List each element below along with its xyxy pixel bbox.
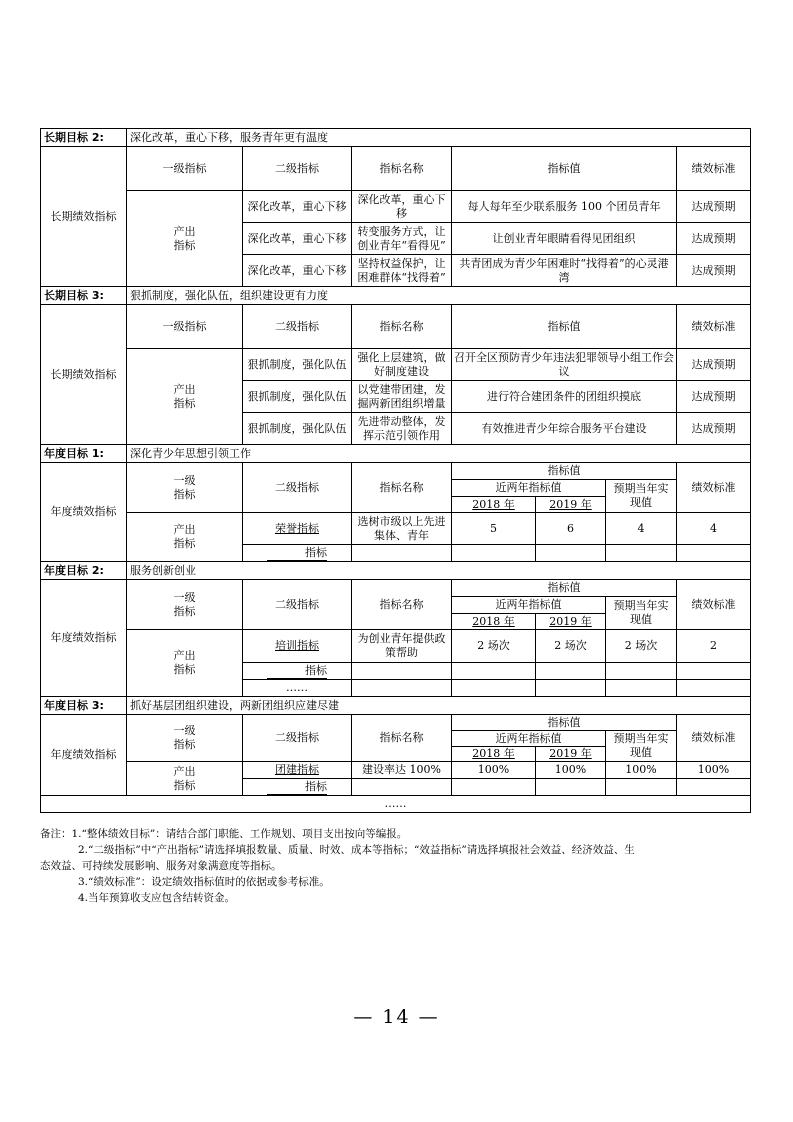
long-goal-3-desc: 狠抓制度，强化队伍，组织建设更有力度 bbox=[127, 287, 751, 305]
empty-cell bbox=[606, 680, 677, 697]
output-indicator: 产出 指标 bbox=[127, 630, 243, 697]
table-row bbox=[41, 630, 751, 663]
lvl2-cell: 狠抓制度，强化队伍 bbox=[243, 381, 352, 413]
indicator-name-cell: 转变服务方式，让 创业青年“看得见” bbox=[352, 223, 452, 255]
empty-cell bbox=[452, 663, 536, 680]
header-year-2019: 2019 年 bbox=[536, 497, 606, 513]
annual-goal-2-col-headers bbox=[41, 580, 751, 597]
header-lvl1: 一级 指标 bbox=[127, 463, 243, 513]
long-goal-3-row-label: 长期绩效指标 bbox=[41, 305, 127, 445]
header-year-2019: 2019 年 bbox=[536, 747, 606, 762]
annual-goal-1-desc: 深化青少年思想引领工作 bbox=[127, 445, 751, 463]
indicator-value-cell: 召开全区预防青少年违法犯罪领导小组工作会议 bbox=[452, 349, 677, 381]
standard-cell: 100% bbox=[677, 762, 751, 779]
empty-cell bbox=[452, 545, 536, 562]
header-value-group: 指标值 bbox=[452, 715, 677, 731]
header-lvl1: 一级指标 bbox=[127, 147, 243, 191]
indicator-name-cell: 以党建带团建，发 掘两新团组织增量 bbox=[352, 381, 452, 413]
long-goal-2-col-headers bbox=[41, 147, 751, 191]
long-goal-2-header bbox=[41, 129, 751, 147]
lvl2-cell: 深化改革，重心下移 bbox=[243, 255, 352, 287]
header-recent-two-years: 近两年指标值 bbox=[452, 597, 606, 614]
output-indicator: 产出 指标 bbox=[127, 349, 243, 445]
value-2019-cell: 6 bbox=[536, 513, 606, 545]
annual-goal-3-desc: 抓好基层团组织建设，两新团组织应建尽建 bbox=[127, 697, 751, 715]
indicator-name-cell: 强化上层建筑，做 好制度建设 bbox=[352, 349, 452, 381]
header-name: 指标名称 bbox=[352, 305, 452, 349]
header-name: 指标名称 bbox=[352, 580, 452, 630]
note-2: 2.“二级指标”中“产出指标”请选择填报数量、质量、时效、成本等指标；“效益指标”请选择填报社会效益、经济效益、生 bbox=[78, 844, 635, 856]
header-name: 指标名称 bbox=[352, 463, 452, 513]
empty-cell bbox=[352, 779, 452, 796]
table-ellipsis: …… bbox=[41, 796, 751, 813]
empty-cell bbox=[677, 779, 751, 796]
empty-cell bbox=[606, 663, 677, 680]
expected-value-cell: 100% bbox=[606, 762, 677, 779]
standard-cell: 达成预期 bbox=[677, 381, 751, 413]
long-goal-2-desc: 深化改革，重心下移，服务青年更有温度 bbox=[127, 129, 751, 147]
header-lvl2: 二级指标 bbox=[243, 305, 352, 349]
output-indicator: 产出 指标 bbox=[127, 762, 243, 796]
value-2018-cell: 2 场次 bbox=[452, 630, 536, 663]
lvl2-cell: 指标 bbox=[243, 663, 352, 680]
header-recent-two-years: 近两年指标值 bbox=[452, 480, 606, 497]
standard-cell: 达成预期 bbox=[677, 255, 751, 287]
empty-cell bbox=[452, 779, 536, 796]
long-goal-3-header bbox=[41, 287, 751, 305]
header-standard: 绩效标准 bbox=[677, 580, 751, 630]
value-2019-cell: 100% bbox=[536, 762, 606, 779]
header-year-2018: 2018 年 bbox=[452, 497, 536, 513]
notes bbox=[40, 826, 755, 906]
value-2019-cell: 2 场次 bbox=[536, 630, 606, 663]
indicator-name-cell: 建设率达 100% bbox=[352, 762, 452, 779]
annual-goal-2-row-label: 年度绩效指标 bbox=[41, 580, 127, 697]
table-row bbox=[41, 762, 751, 779]
indicator-name-cell: 为创业青年提供政 策帮助 bbox=[352, 630, 452, 663]
header-standard: 绩效标准 bbox=[677, 715, 751, 762]
empty-cell bbox=[352, 545, 452, 562]
header-lvl1: 一级 指标 bbox=[127, 580, 243, 630]
empty-cell bbox=[606, 779, 677, 796]
annual-goal-1-header bbox=[41, 445, 751, 463]
table-ellipsis-row bbox=[41, 796, 751, 813]
lvl2-cell: 团建指标 bbox=[243, 762, 352, 779]
header-standard: 绩效标准 bbox=[677, 305, 751, 349]
empty-cell bbox=[536, 779, 606, 796]
table-row bbox=[41, 191, 751, 223]
header-name: 指标名称 bbox=[352, 147, 452, 191]
standard-cell: 达成预期 bbox=[677, 191, 751, 223]
output-indicator: 产出 指标 bbox=[127, 191, 243, 287]
empty-cell bbox=[452, 680, 536, 697]
standard-cell: 2 bbox=[677, 630, 751, 663]
header-lvl2: 二级指标 bbox=[243, 580, 352, 630]
long-goal-3-label: 长期目标 3: bbox=[41, 287, 127, 305]
long-goal-3-col-headers bbox=[41, 305, 751, 349]
long-goal-2-row-label: 长期绩效指标 bbox=[41, 147, 127, 287]
indicator-value-cell: 有效推进青少年综合服务平台建设 bbox=[452, 413, 677, 445]
lvl2-cell: 培训指标 bbox=[243, 630, 352, 663]
annual-goal-2-desc: 服务创新创业 bbox=[127, 562, 751, 580]
header-name: 指标名称 bbox=[352, 715, 452, 762]
lvl2-cell: 狠抓制度，强化队伍 bbox=[243, 413, 352, 445]
empty-cell bbox=[606, 545, 677, 562]
annual-goal-3-row-label: 年度绩效指标 bbox=[41, 715, 127, 796]
value-2018-cell: 5 bbox=[452, 513, 536, 545]
annual-goal-2-header bbox=[41, 562, 751, 580]
header-standard: 绩效标准 bbox=[677, 147, 751, 191]
note-1: 备注：1.“整体绩效目标”：请结合部门职能、工作规划、项目支出按向等编报。 bbox=[40, 828, 408, 840]
indicator-value-cell: 进行符合建团条件的团组织摸底 bbox=[452, 381, 677, 413]
header-lvl2: 二级指标 bbox=[243, 147, 352, 191]
indicator-name-cell: 选树市级以上先进 集体、青年 bbox=[352, 513, 452, 545]
header-value-group: 指标值 bbox=[452, 580, 677, 597]
standard-cell: 达成预期 bbox=[677, 349, 751, 381]
empty-cell bbox=[536, 545, 606, 562]
lvl2-cell: 指标 bbox=[243, 779, 352, 796]
header-year-2019: 2019 年 bbox=[536, 614, 606, 630]
header-standard: 绩效标准 bbox=[677, 463, 751, 513]
page-number: — 14 — bbox=[353, 1006, 440, 1028]
header-expected: 预期当年实 现值 bbox=[606, 731, 677, 762]
annual-goal-3-header bbox=[41, 697, 751, 715]
long-goal-2-label: 长期目标 2: bbox=[41, 129, 127, 147]
lvl2-cell: …… bbox=[243, 680, 352, 697]
header-value: 指标值 bbox=[452, 147, 677, 191]
performance-table bbox=[40, 128, 751, 813]
performance-document bbox=[40, 128, 750, 813]
table-row bbox=[41, 349, 751, 381]
lvl2-cell: 深化改革，重心下移 bbox=[243, 191, 352, 223]
header-lvl1: 一级指标 bbox=[127, 305, 243, 349]
standard-cell: 达成预期 bbox=[677, 223, 751, 255]
note-4: 4.当年预算收支应包含结转资金。 bbox=[78, 892, 236, 904]
output-indicator: 产出 指标 bbox=[127, 513, 243, 562]
header-lvl1: 一级 指标 bbox=[127, 715, 243, 762]
expected-value-cell: 2 场次 bbox=[606, 630, 677, 663]
annual-goal-2-label: 年度目标 2: bbox=[41, 562, 127, 580]
annual-goal-1-row-label: 年度绩效指标 bbox=[41, 463, 127, 562]
indicator-name-cell: 先进带动整体，发 挥示范引领作用 bbox=[352, 413, 452, 445]
annual-goal-1-label: 年度目标 1: bbox=[41, 445, 127, 463]
header-value: 指标值 bbox=[452, 305, 677, 349]
indicator-name-cell: 深化改革，重心下 移 bbox=[352, 191, 452, 223]
header-expected: 预期当年实 现值 bbox=[606, 597, 677, 630]
empty-cell bbox=[536, 680, 606, 697]
annual-goal-3-col-headers bbox=[41, 715, 751, 731]
lvl2-cell: 荣誉指标 bbox=[243, 513, 352, 545]
header-lvl2: 二级指标 bbox=[243, 715, 352, 762]
standard-cell: 4 bbox=[677, 513, 751, 545]
expected-value-cell: 4 bbox=[606, 513, 677, 545]
empty-cell bbox=[352, 680, 452, 697]
indicator-value-cell: 每人每年至少联系服务 100 个团员青年 bbox=[452, 191, 677, 223]
empty-cell bbox=[677, 663, 751, 680]
header-value-group: 指标值 bbox=[452, 463, 677, 480]
empty-cell bbox=[536, 663, 606, 680]
standard-cell: 达成预期 bbox=[677, 413, 751, 445]
value-2018-cell: 100% bbox=[452, 762, 536, 779]
note-3: 3.“绩效标准”：设定绩效指标值时的依据或参考标准。 bbox=[78, 876, 330, 888]
indicator-value-cell: 共青团成为青少年困难时“找得着”的心灵港湾 bbox=[452, 255, 677, 287]
lvl2-cell: 狠抓制度，强化队伍 bbox=[243, 349, 352, 381]
header-recent-two-years: 近两年指标值 bbox=[452, 731, 606, 747]
header-year-2018: 2018 年 bbox=[452, 747, 536, 762]
note-2-cont: 态效益、可持续发展影响、服务对象满意度等指标。 bbox=[40, 860, 282, 872]
lvl2-cell: 深化改革，重心下移 bbox=[243, 223, 352, 255]
empty-cell bbox=[677, 680, 751, 697]
table-row bbox=[41, 513, 751, 545]
lvl2-cell: 指标 bbox=[243, 545, 352, 562]
header-lvl2: 二级指标 bbox=[243, 463, 352, 513]
empty-cell bbox=[677, 545, 751, 562]
header-year-2018: 2018 年 bbox=[452, 614, 536, 630]
annual-goal-1-col-headers bbox=[41, 463, 751, 480]
header-expected: 预期当年实 现值 bbox=[606, 480, 677, 513]
annual-goal-3-label: 年度目标 3: bbox=[41, 697, 127, 715]
indicator-value-cell: 让创业青年眼睛看得见团组织 bbox=[452, 223, 677, 255]
empty-cell bbox=[352, 663, 452, 680]
indicator-name-cell: 坚持权益保护，让 困难群体“找得着” bbox=[352, 255, 452, 287]
